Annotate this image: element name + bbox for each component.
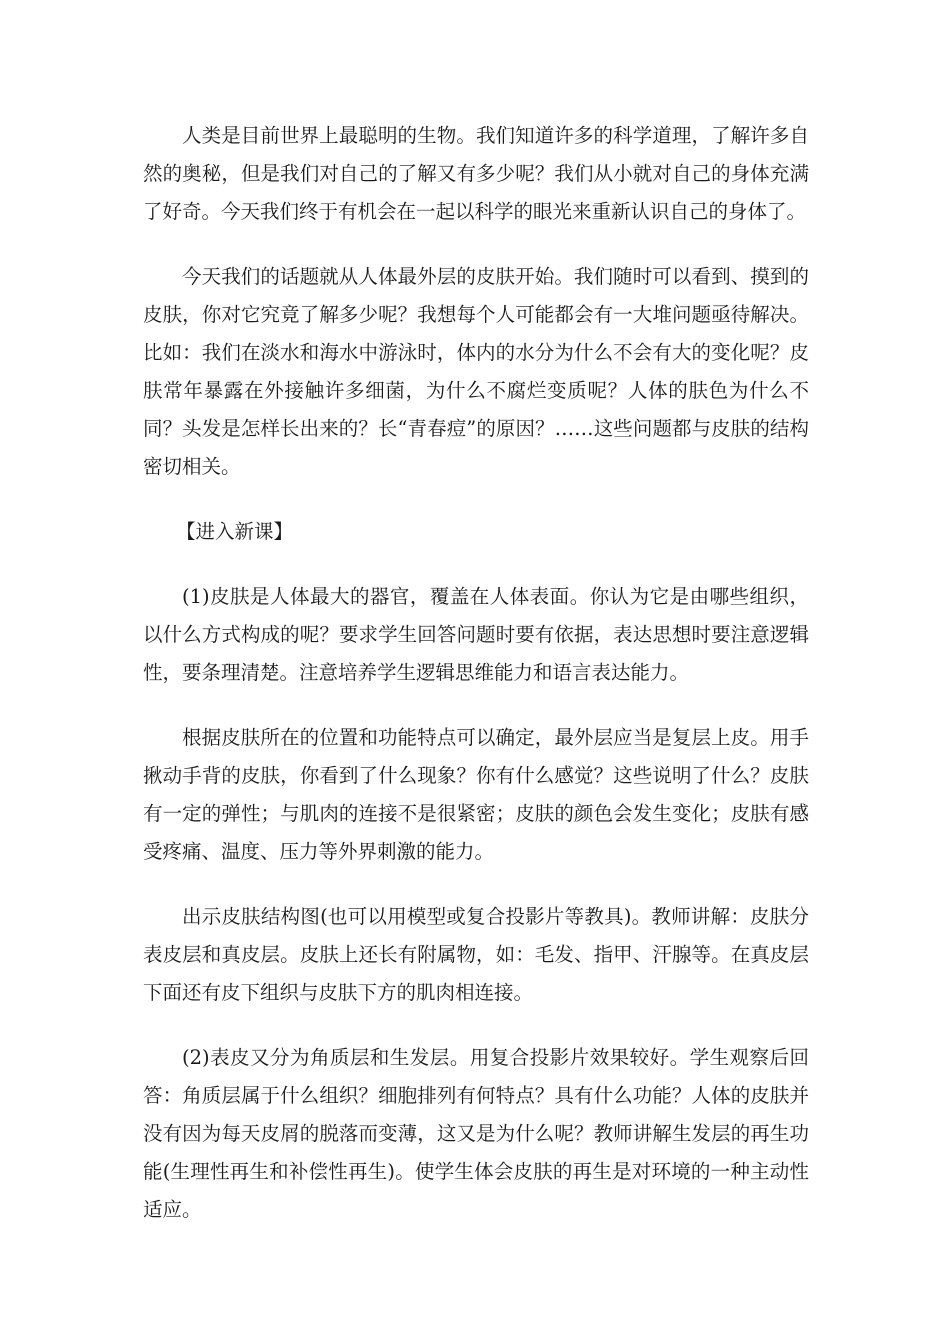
paragraph-intro: 人类是目前世界上最聪明的生物。我们知道许多的科学道理，了解许多自然的奥秘，但是我们对自己的了解又有多少呢？我们从小就对自己的身体充满了好奇。今天我们终于有机会在一起以科学的眼光来重新认识自己的身体了。 bbox=[143, 124, 809, 223]
paragraph-structure-diagram: 出示皮肤结构图(也可以用模型或复合投影片等教具)。教师讲解：皮肤分表皮层和真皮层。皮肤上还长有附属物，如：毛发、指甲、汗腺等。在真皮层下面还有皮下组织与皮肤下方的肌肉相连接。 bbox=[143, 905, 809, 1004]
paragraph-outer-layer: 根据皮肤所在的位置和功能特点可以确定，最外层应当是复层上皮。用手揪动手背的皮肤，你看到了什么现象？你有什么感觉？这些说明了什么？皮肤有一定的弹性；与肌肉的连接不是很紧密；皮肤的颜色会发生变化；皮肤有感受疼痛、温度、压力等外界刺激的能力。 bbox=[143, 726, 809, 863]
paragraph-point-1: (1)皮肤是人体最大的器官，覆盖在人体表面。你认为它是由哪些组织，以什么方式构成的呢？要求学生回答问题时要有依据，表达思想时要注意逻辑性，要条理清楚。注意培养学生逻辑思维能力和语言表达能力。 bbox=[143, 585, 809, 684]
paragraph-skin-topic: 今天我们的话题就从人体最外层的皮肤开始。我们随时可以看到、摸到的皮肤，你对它究竟了解多少呢？我想每个人可能都会有一大堆问题亟待解决。比如：我们在淡水和海水中游泳时，体内的水分为什么不会有大的变化呢？皮肤常年暴露在外接触许多细菌，为什么不腐烂变质呢？人体的肤色为什么不同？头发是怎样长出来的？长“青春痘”的原因？……这些问题都与皮肤的结构密切相关。 bbox=[143, 265, 809, 478]
section-heading-new-lesson: 【进入新课】 bbox=[176, 520, 294, 543]
document-body bbox=[143, 117, 809, 1256]
paragraph-point-2: (2)表皮又分为角质层和生发层。用复合投影片效果较好。学生观察后回答：角质层属于什么组织？细胞排列有何特点？具有什么功能？人体的皮肤并没有因为每天皮屑的脱落而变薄，这又是为什么呢？教师讲解生发层的再生功能(生理性再生和补偿性再生)。使学生体会皮肤的再生是对环境的一种主动性适应。 bbox=[143, 1046, 809, 1221]
